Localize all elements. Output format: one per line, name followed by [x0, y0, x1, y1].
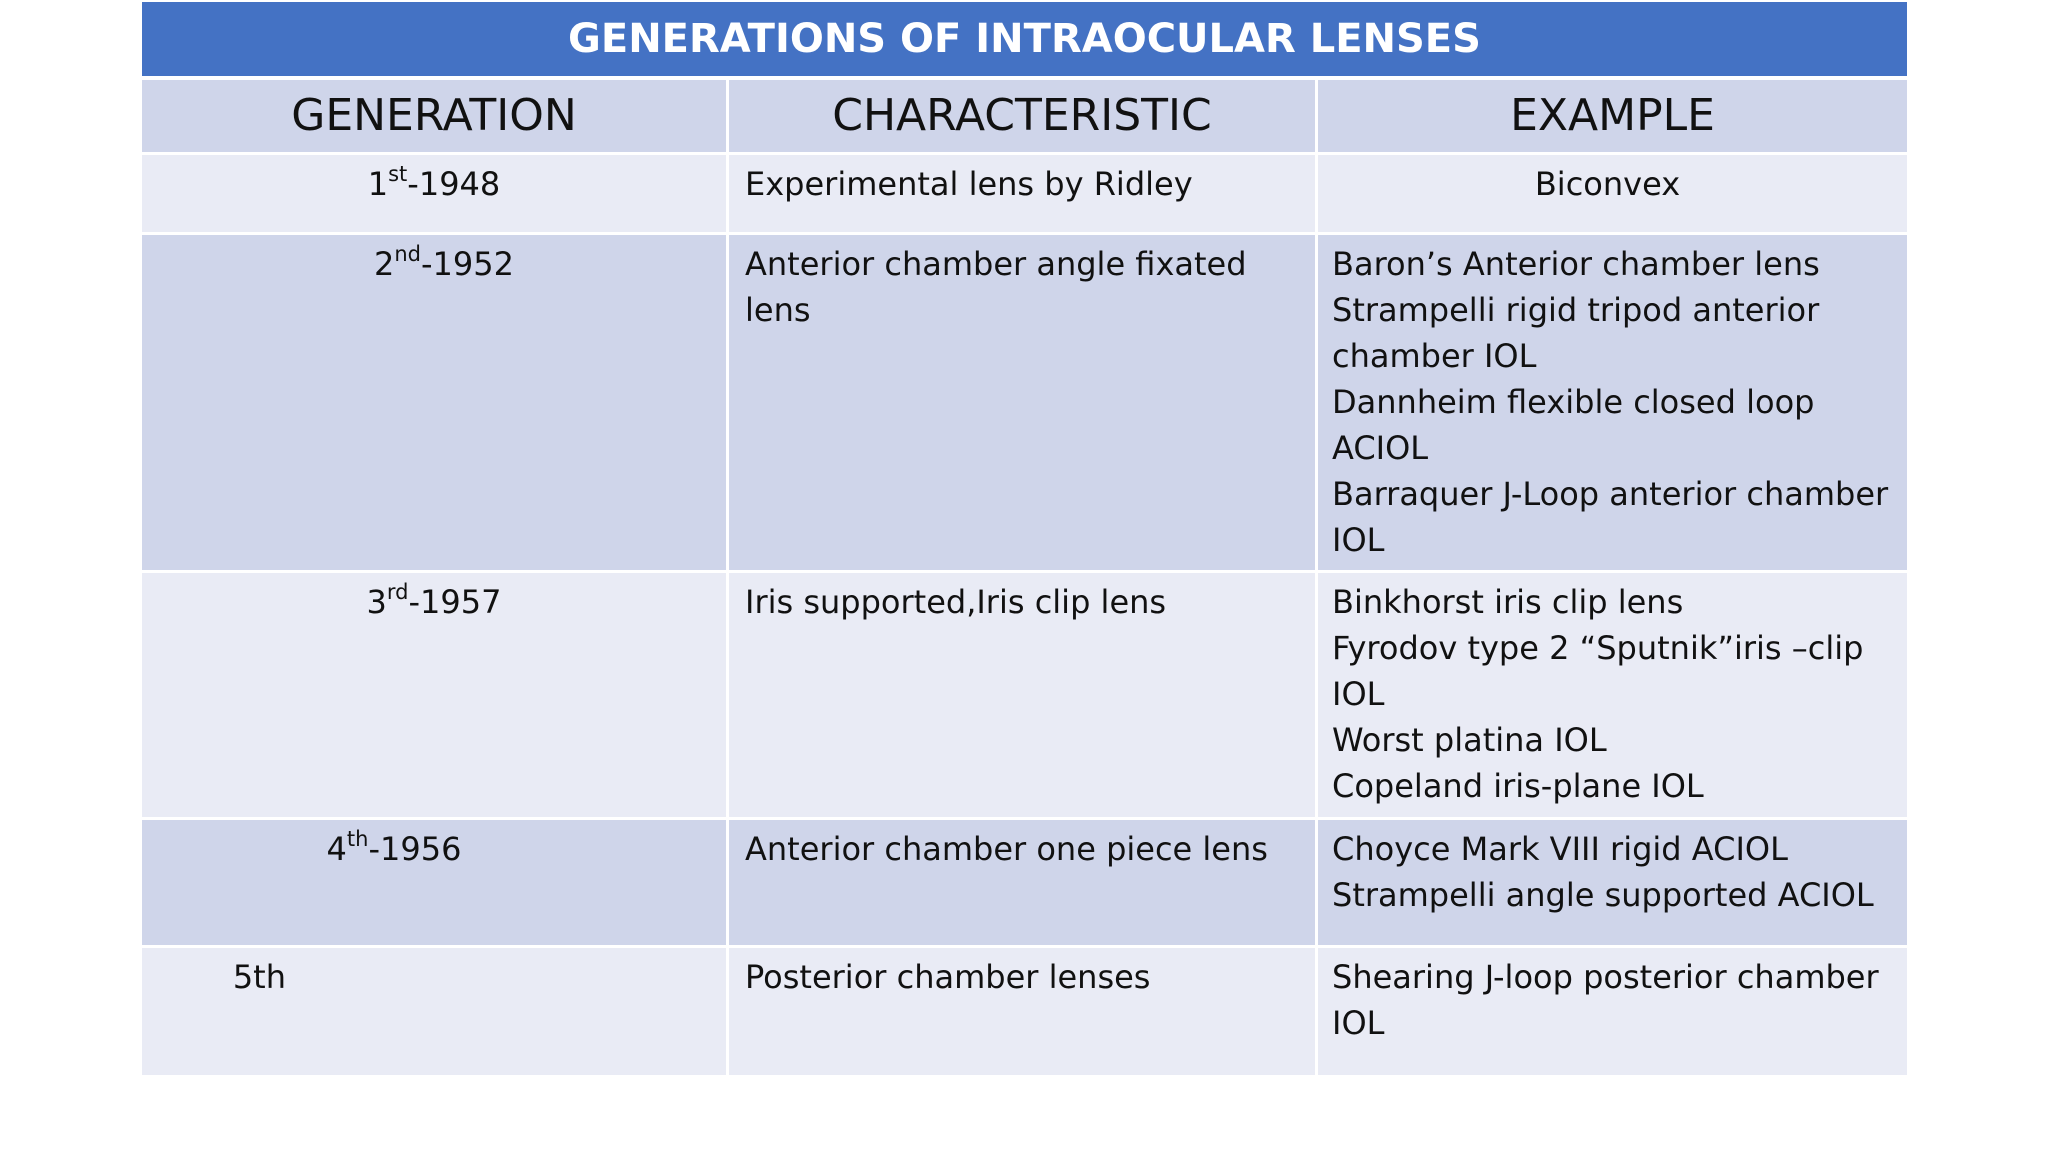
gen-ordinal: th [346, 827, 369, 851]
row-5-example [1318, 948, 1907, 1078]
example-line: ACIOL [1332, 429, 1429, 467]
slide-title: GENERATIONS OF INTRAOCULAR LENSES [142, 0, 1907, 76]
gen-year: -1957 [408, 583, 502, 621]
gen-number: 2 [374, 245, 395, 283]
example-line: Dannheim flexible closed loop [1332, 383, 1815, 421]
header-characteristic: CHARACTERISTIC [729, 80, 1318, 155]
gen-ordinal: st [388, 162, 408, 186]
example-line: Binkhorst iris clip lens [1332, 583, 1684, 621]
row-3-characteristic: Iris supported,Iris clip lens [729, 573, 1318, 820]
header-example: EXAMPLE [1318, 80, 1907, 155]
example-line: Fyrodov type 2 “Sputnik”iris –clip [1332, 629, 1864, 667]
table-grid [142, 80, 1907, 1078]
example-line: Baron’s Anterior chamber lens [1332, 245, 1820, 283]
row-2-generation [142, 235, 729, 573]
iol-generations-table [142, 0, 1907, 1078]
example-line: chamber IOL [1332, 337, 1537, 375]
example-line: IOL [1332, 1004, 1385, 1042]
gen-number: 5th [232, 958, 286, 996]
example-line: Choyce Mark VIII rigid ACIOL [1332, 830, 1788, 868]
gen-number: 3 [366, 583, 387, 621]
example-line: Copeland iris-plane IOL [1332, 767, 1704, 805]
gen-ordinal: rd [386, 580, 409, 604]
example-line: IOL [1332, 675, 1385, 713]
gen-number: 4 [326, 830, 347, 868]
row-3-generation [142, 573, 729, 820]
row-2-example [1318, 235, 1907, 573]
example-line: Biconvex [1534, 165, 1681, 203]
example-line: Worst platina IOL [1332, 721, 1607, 759]
example-line: Strampelli rigid tripod anterior [1332, 291, 1820, 329]
row-5-characteristic: Posterior chamber lenses [729, 948, 1318, 1078]
header-generation: GENERATION [142, 80, 729, 155]
example-line: Barraquer J-Loop anterior chamber [1332, 475, 1889, 513]
gen-year: -1948 [407, 165, 501, 203]
example-line: Shearing J-loop posterior chamber [1332, 958, 1879, 996]
row-1-example [1318, 155, 1907, 235]
row-1-generation [142, 155, 729, 235]
gen-ordinal: nd [394, 242, 421, 266]
row-3-example [1318, 573, 1907, 820]
row-1-characteristic: Experimental lens by Ridley [729, 155, 1318, 235]
row-5-generation [142, 948, 729, 1078]
row-4-example [1318, 820, 1907, 948]
gen-year: -1956 [368, 830, 462, 868]
example-line: IOL [1332, 521, 1385, 559]
row-2-characteristic: Anterior chamber angle fixated lens [729, 235, 1318, 573]
example-line: Strampelli angle supported ACIOL [1332, 876, 1874, 914]
row-4-characteristic: Anterior chamber one piece lens [729, 820, 1318, 948]
row-4-generation [142, 820, 729, 948]
gen-number: 1 [367, 165, 389, 203]
gen-year: -1952 [421, 245, 514, 283]
